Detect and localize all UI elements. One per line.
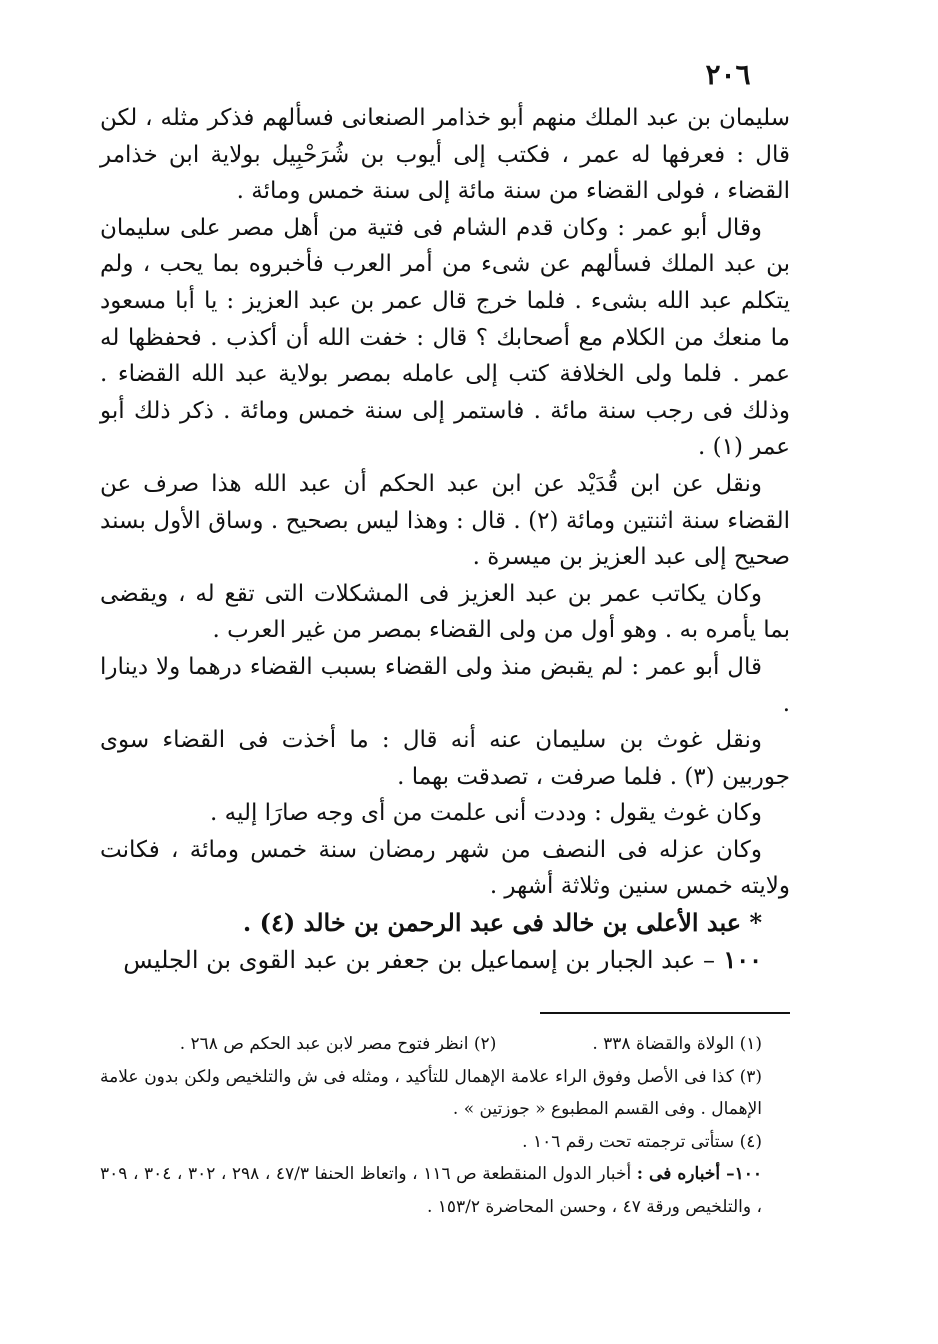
footnote-divider xyxy=(540,1012,790,1014)
body-text xyxy=(100,100,790,978)
footnote-1: (١) الولاة والقضاة ٣٣٨ . xyxy=(592,1034,762,1054)
paragraph: ونقل عن ابن قُدَيْد عن ابن عبد الحكم أن عبد الله هذا صرف عن القضاء سنة اثنتين ومائة (٢) . قال : وهذا ليس بصحيح . وساق الأول بسند صحيح إلى عبد العزيز بن ميسرة . xyxy=(100,470,791,571)
paragraph: وكان يكاتب عمر بن عبد العزيز فى المشكلات التى تقع له ، ويقضى بما يأمره به . وهو أول من ولى القضاء بمصر من غير العرب . xyxy=(100,580,790,644)
footnotes xyxy=(100,1028,790,1223)
cross-reference-heading: * عبد الأعلى بن خالد فى عبد الرحمن بن خالد (٤) . xyxy=(242,908,762,938)
footnote-5 xyxy=(100,1158,790,1223)
paragraph: وكان عزله فى النصف من شهر رمضان سنة خمس ومائة ، فكانت ولايته خمس سنين وثلاثة أشهر . xyxy=(100,836,790,900)
footnote-2: (٢) انظر فتوح مصر لابن عبد الحكم ص ٢٦٨ . xyxy=(179,1034,497,1054)
paragraph: ونقل غوث بن سليمان عنه أنه قال : ما أخذت فى القضاء سوى جوربين (٣) . فلما صرفت ، تصدقت بهما . xyxy=(100,727,790,790)
paragraph: وقال أبو عمر : وكان قدم الشام فى فتية من أهل مصر على سليمان بن عبد الملك فسألهم عن شىء من أمر العرب فأخبروه بما يحب ، ولم يتكلم عبد الله بشىء . فلما خرج قال عمر بن عبد العزيز : يا أبا مسعود ما منعك من الكلام مع أصحابك ؟ قال : خفت الله أن أكذب . فحفظها له عمر . فلما ولى الخلافة كتب إلى عامله بمصر بولاية عبد الله القضاء . وذلك فى رجب سنة مائة . فاستمر إلى سنة خمس ومائة . ذكر ذلك أبو عمر (١) . xyxy=(100,214,790,461)
entry-title: – عبد الجبار بن إسماعيل بن جعفر بن عبد القوى بن الجليس xyxy=(123,945,715,974)
paragraph: قال أبو عمر : لم يقبض منذ ولى القضاء بسبب القضاء درهما ولا دينارا . xyxy=(100,653,790,717)
entry-number: ١٠٠ xyxy=(723,944,762,974)
footnote-5-head: ١٠٠– أخباره فى : xyxy=(636,1164,763,1184)
page-number: ٢٠٦ xyxy=(705,58,751,91)
paragraph: سليمان بن عبد الملك منهم أبو خذامر الصنعانى فسألهم فذكر مثله ، لكن قال : فعرفها له عمر ، فكتب إلى أيوب بن شُرَحْبِيل بولاية ابن خذامر القضاء ، فولى القضاء من سنة مائة إلى سنة خمس ومائة . xyxy=(100,105,790,205)
paragraph: وكان غوث يقول : وددت أنى علمت من أى وجه صارَا إليه . xyxy=(210,800,762,827)
footnote-5-text: أخبار الدول المنقطعة ص ١١٦ ، واتعاظ الحنفا ٤٧/٣ ، ٢٩٨ ، ٣٠٢ ، ٣٠٤ ، ٣٠٩ ، والتلخيص ورقة ٤٧ ، وحسن المحاضرة ١٥٣/٢ . xyxy=(100,1164,762,1217)
biography-entry xyxy=(100,942,790,979)
footnote-row xyxy=(100,1028,790,1061)
footnote-4: (٤) ستأتى ترجمته تحت رقم ١٠٦ . xyxy=(522,1131,762,1152)
footnote-3: (٣) كذا فى الأصل وفوق الراء علامة الإهمال للتأكيد ، ومثله فى ش والتلخيص ولكن بدون علامة الإهمال . وفى القسم المطبوع « جوزتين » . xyxy=(100,1066,762,1119)
